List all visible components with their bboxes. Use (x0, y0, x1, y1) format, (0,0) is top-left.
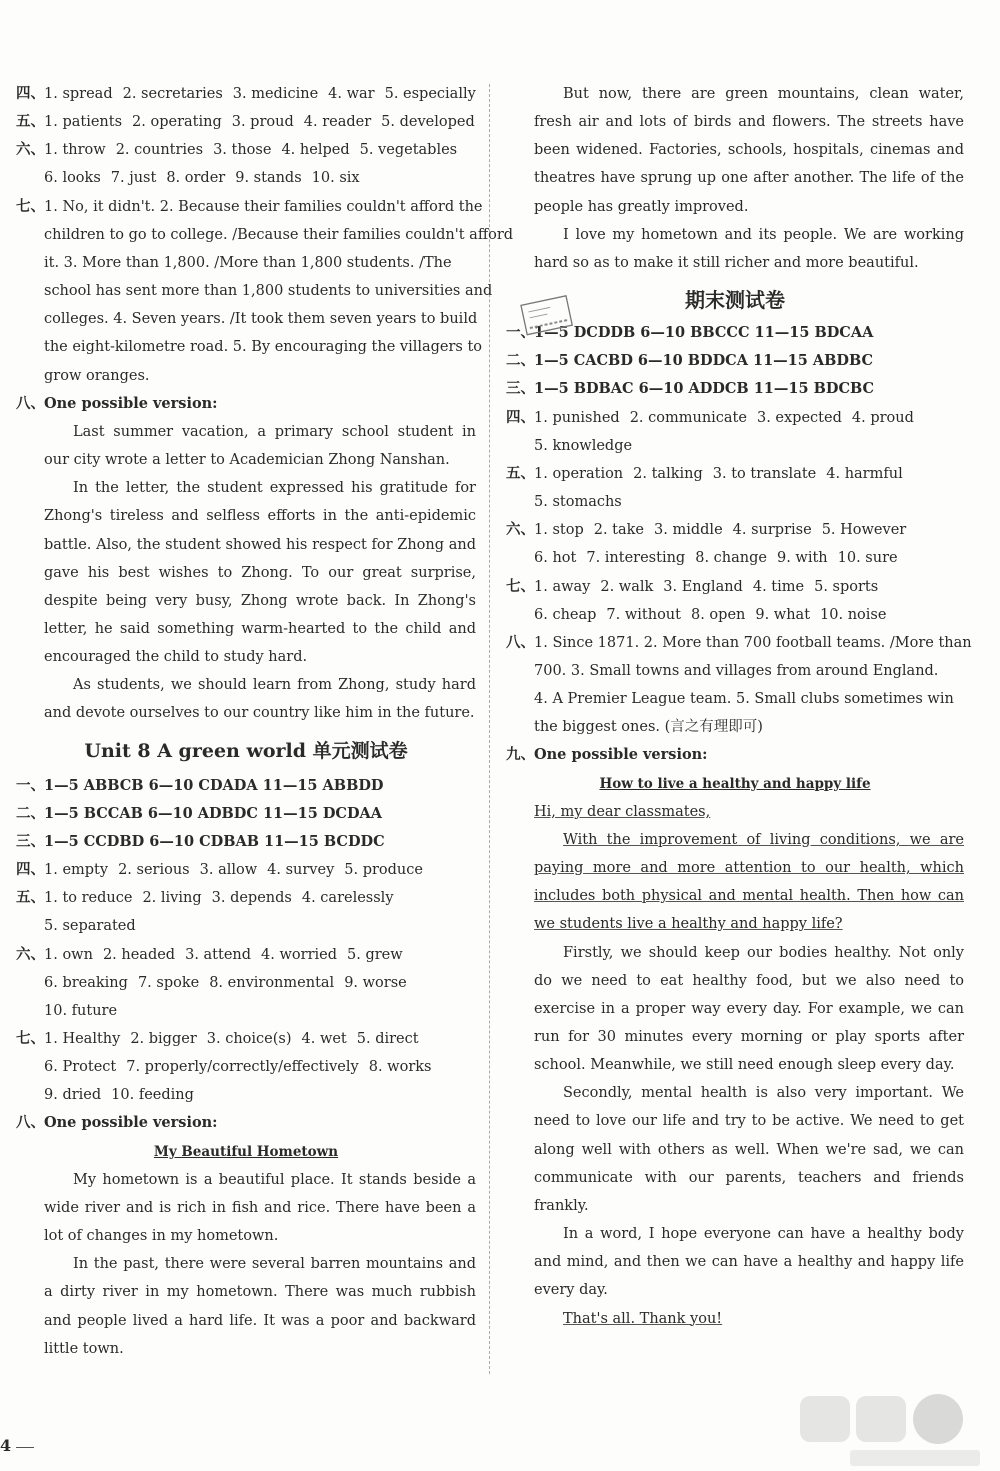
essay-paragraph: But now, there are green mountains, clean water, fresh air and lots of birds and flowers. The streets have been widened. Factories, schools, hospitals, cinemas and theatres have sprung up one after another. The life of the people has greatly improved. (534, 86, 964, 215)
answer-item: 10. six (311, 170, 360, 187)
answer-item: 5. sports (814, 578, 879, 595)
answer-item: 8. environmental (209, 974, 335, 991)
answer-item: 4. surprise (732, 522, 812, 539)
page-number: 4 (0, 1436, 12, 1455)
answer-line: the eight-kilometre road. 5. By encouraging the villagers to (44, 339, 483, 356)
answer-row (506, 544, 964, 572)
answer-item: 8. open (690, 606, 746, 623)
answer-item: 2. operating (132, 114, 222, 131)
answer-row (506, 601, 964, 629)
answer-item: 1. own (44, 946, 93, 963)
answer-row: 七、1. No, it didn't. 2. Because their families couldn't afford the (16, 197, 483, 215)
answer-line: children to go to college. /Because their families couldn't afford (44, 226, 514, 243)
answer-item: 1. Healthy (44, 1031, 121, 1047)
answer-row: 二、1—5 BCCAB 6—10 ADBDC 11—15 DCDAA (16, 804, 383, 822)
answer-item: 2. secretaries (122, 86, 223, 102)
answer-line: 700. 3. Small towns and villages from around England. (534, 662, 939, 679)
answer-item: 1. throw (44, 142, 106, 159)
answer-item: 3. to translate (712, 465, 817, 482)
answer-item: 2. talking (633, 465, 703, 482)
answer-item: 5. grew (347, 946, 403, 963)
answer-item: 3. proud (231, 114, 294, 131)
answer-item: 5. knowledge (534, 437, 633, 454)
answer-item: 1. empty (44, 862, 109, 879)
answer-item: 1. punished (534, 409, 620, 426)
essay-paragraph: In the letter, the student expressed his gratitude for Zhong's tireless and selfless efforts in the anti-epidemic battle. Also, the student showed his respect for Zhong and gave his best wishes to Zhong. To our great surprise, despite being very busy, Zhong wrote back. In Zhong's letter, he said something warm-hearted to the child and encouraged the child to study hard. (44, 480, 476, 666)
answer-item: 1. operation (534, 465, 624, 482)
answer-item: 3. expected (756, 409, 842, 426)
answer-item: 8. works (368, 1059, 432, 1076)
answer-row: 四、1. spread 2. secretaries 3. medicine 4. war 5. especially (16, 85, 476, 102)
answer-item: 8. order (166, 170, 226, 187)
answer-item: 1. to reduce (44, 890, 133, 907)
answer-line: school has sent more than 1,800 students to universities and (44, 283, 493, 300)
answer-item: 8. change (695, 550, 767, 567)
answer-item: 7. spoke (137, 974, 200, 991)
answer-row: 四、1. punished 2. communicate 3. expected 4. proud (506, 408, 914, 426)
answer-line: colleges. 4. Seven years. /It took them seven years to build (44, 311, 478, 328)
answer-item: 3. middle (654, 522, 723, 539)
answer-row: 七、1. away 2. walk 3. England 4. time 5. sports (506, 577, 879, 595)
right-column (506, 80, 972, 1333)
exam-paper-icon (512, 292, 584, 342)
answer-item: 10. feeding (111, 1087, 194, 1104)
answer-item: 1. away (534, 578, 591, 595)
essay-paragraph: Last summer vacation, a primary school student in our city wrote a letter to Academician Zhong Nanshan. (44, 423, 476, 469)
answer-item: 6. cheap (534, 606, 597, 623)
essay-greeting: Hi, my dear classmates, (534, 803, 711, 820)
answer-item: 4. worried (261, 946, 337, 963)
answer-line: 4. A Premier League team. 5. Small clubs sometimes win (534, 691, 954, 708)
answer-row (16, 1053, 476, 1081)
answer-item: 7. interesting (586, 550, 686, 567)
essay-closing: That's all. Thank you! (563, 1310, 723, 1327)
answer-item: 10. future (44, 1002, 118, 1019)
answer-item: 2. take (593, 522, 645, 539)
answer-item: 7. just (110, 170, 157, 187)
answer-item: 3. attend (185, 946, 252, 963)
answer-item: 4. war (328, 86, 375, 102)
answer-item: 9. with (776, 550, 828, 567)
answer-item: 3. medicine (232, 86, 319, 102)
answer-item: 6. breaking (44, 974, 128, 991)
answer-item: 4. helped (281, 142, 350, 159)
answer-row: 六、1. own 2. headed 3. attend 4. worried 5. grew (16, 945, 403, 963)
answer-item: 2. communicate (629, 409, 747, 426)
answer-row (16, 164, 476, 192)
answer-item: 5. produce (344, 862, 423, 879)
essay-paragraph: My hometown is a beautiful place. It stands beside a wide river and is rich in fish and rice. There have been a lot of changes in my hometown. (44, 1171, 476, 1245)
answer-item: 6. hot (534, 550, 577, 567)
answer-item: 4. reader (303, 114, 372, 131)
answer-item: 10. noise (820, 606, 887, 623)
answer-item: 4. survey (267, 862, 335, 879)
answer-item: 9. what (755, 606, 811, 623)
answer-row: 四、1. empty 2. serious 3. allow 4. survey 5. produce (16, 861, 423, 879)
answer-item: 4. harmful (826, 465, 903, 482)
answer-item: 4. proud (851, 409, 914, 426)
answer-item: 1. stop (534, 522, 584, 539)
answer-item: 6. Protect (44, 1059, 117, 1076)
answer-item: 5. developed (381, 114, 475, 131)
final-test-title: 期末测试卷 (685, 288, 785, 313)
answer-row: 一、1—5 DCDDB 6—10 BBCCC 11—15 BDCAA (506, 324, 874, 342)
essay-paragraph: Secondly, mental health is also very important. We need to love our life and try to be active. We need to get along well with others as well. When we're sad, we can communicate with our parents, teachers and friends frankly. (534, 1085, 964, 1214)
essay-paragraph: As students, we should learn from Zhong, study hard and devote ourselves to our country like him in the future. (44, 677, 476, 722)
answer-row: 三、1—5 BDBAC 6—10 ADDCB 11—15 BDCBC (506, 380, 875, 398)
left-column (16, 80, 514, 1363)
answer-item: 6. looks (44, 170, 101, 187)
answer-row: 五、1. operation 2. talking 3. to translate 4. harmful (506, 464, 903, 482)
answer-item: 1. patients (44, 114, 123, 131)
answer-row: 五、1. patients 2. operating 3. proud 4. reader 5. developed (16, 113, 475, 131)
answer-row: 七、1. Healthy 2. bigger 3. choice(s) 4. wet 5. direct (16, 1030, 419, 1047)
answer-item: 2. headed (102, 946, 176, 963)
answer-row (506, 432, 964, 460)
answer-item: 5. direct (356, 1031, 419, 1047)
answer-item: 5. However (821, 522, 907, 539)
answer-row (506, 488, 964, 516)
answer-item: 5. stomachs (534, 494, 622, 511)
answer-item: 4. time (752, 578, 805, 595)
answer-item: 3. depends (211, 890, 292, 907)
answer-row (16, 1081, 476, 1109)
essay-paragraph: In a word, I hope everyone can have a healthy body and mind, and then we can have a healthy and happy life every day. (534, 1226, 964, 1299)
page-number-dash (16, 1447, 34, 1448)
answer-item: 3. choice(s) (206, 1031, 292, 1047)
answer-item: 2. living (142, 890, 202, 907)
answer-item: 2. bigger (130, 1031, 197, 1047)
answer-item: 5. especially (384, 86, 476, 102)
essay-title: How to live a healthy and happy life (599, 775, 871, 792)
answer-row (16, 912, 476, 940)
answer-item: 5. separated (44, 918, 136, 935)
answer-item: 3. England (663, 578, 743, 595)
section-label: 八、One possible version: (16, 394, 218, 412)
answer-item: 2. countries (115, 142, 204, 159)
answer-line: grow oranges. (44, 367, 150, 384)
answer-row: 一、1—5 ABBCB 6—10 CDADA 11—15 ABBDD (16, 776, 384, 794)
answer-item: 3. allow (199, 862, 258, 879)
answer-row: 五、1. to reduce 2. living 3. depends 4. carelessly (16, 889, 394, 907)
answer-item: 5. vegetables (359, 142, 458, 159)
answer-item: 3. those (213, 142, 272, 159)
answer-line: it. 3. More than 1,800. /More than 1,800 students. /The (44, 254, 452, 271)
unit-test-title: Unit 8 A green world 单元测试卷 (84, 739, 408, 762)
answer-item: 2. serious (118, 862, 190, 879)
answer-item: 1. spread (44, 86, 113, 102)
essay-paragraph: I love my hometown and its people. We are working hard so as to make it still richer and more beautiful. (534, 226, 964, 271)
answer-item: 9. worse (344, 974, 407, 991)
answer-row (16, 969, 476, 997)
watermark-logo (790, 1392, 990, 1470)
answer-row: 八、1. Since 1871. 2. More than 700 football teams. /More than (506, 633, 972, 651)
answer-row: 六、1. throw 2. countries 3. those 4. helped 5. vegetables (16, 141, 458, 159)
answer-item: 9. stands (235, 170, 302, 187)
answer-item: 2. walk (600, 578, 654, 595)
answer-row (16, 997, 476, 1025)
answer-item: 7. without (606, 606, 681, 623)
essay-title: My Beautiful Hometown (153, 1143, 339, 1160)
answer-item: 4. carelessly (301, 890, 394, 907)
answer-row: 三、1—5 CCDBD 6—10 CDBAB 11—15 BCDDC (16, 832, 385, 850)
essay-paragraph: With the improvement of living conditions, we are paying more and more attention to our health, which includes both physical and mental health. Then how can we students live a healthy and happy life? (534, 831, 964, 933)
answer-row: 六、1. stop 2. take 3. middle 4. surprise 5. However (506, 521, 907, 539)
essay-paragraph: In the past, there were several barren mountains and a dirty river in my hometown. There was much rubbish and people lived a hard life. It was a poor and backward little town. (44, 1256, 476, 1357)
answer-item: 10. sure (837, 550, 898, 567)
section-label: 八、One possible version: (16, 1114, 218, 1132)
answer-line: the biggest ones. (言之有理即可) (534, 719, 763, 736)
answer-item: 4. wet (301, 1031, 347, 1047)
answer-item: 7. properly/correctly/effectively (126, 1059, 359, 1076)
answer-row: 二、1—5 CACBD 6—10 BDDCA 11—15 ABDBC (506, 352, 874, 370)
essay-paragraph: Firstly, we should keep our bodies healthy. Not only do we need to eat healthy food, but we also need to exercise in a proper way every day. For example, we can run for 30 minutes every morning or play sports after school. Meanwhile, we still need enough sleep every day. (534, 944, 964, 1074)
answer-item: 9. dried (44, 1087, 102, 1104)
section-label: 九、One possible version: (506, 746, 708, 764)
